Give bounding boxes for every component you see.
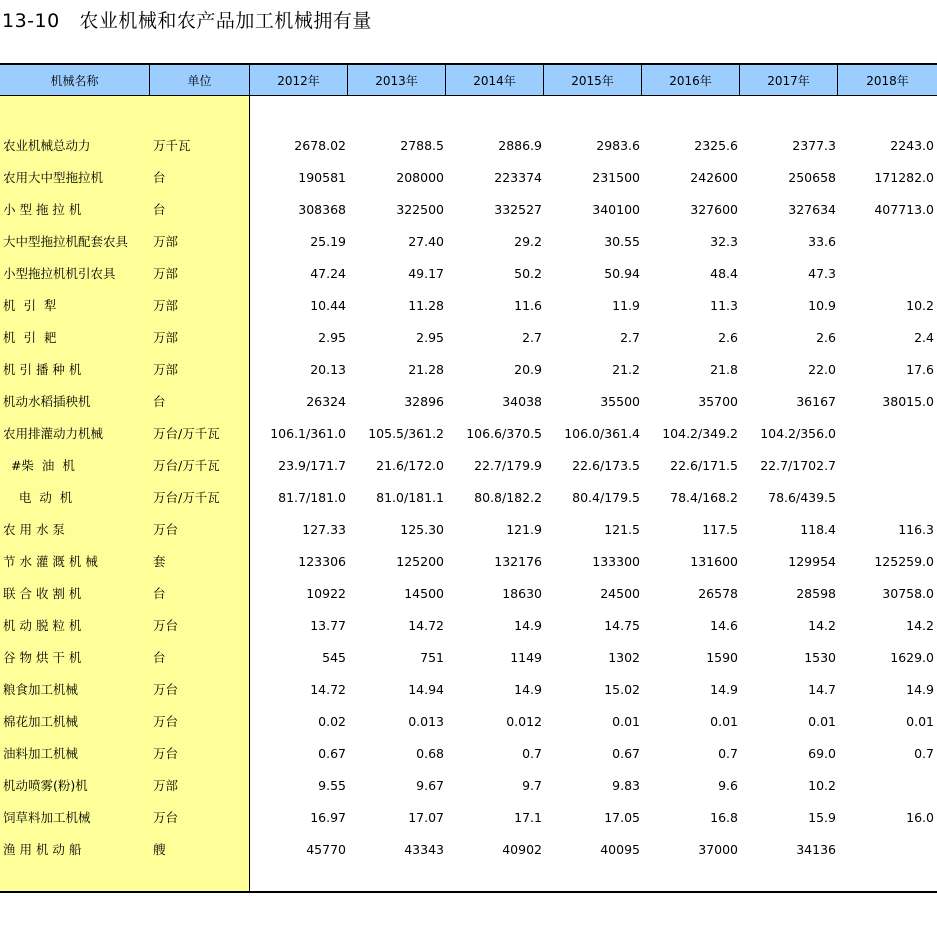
value-cell: 49.17 — [408, 265, 444, 281]
unit-cell: 万部 — [153, 362, 179, 377]
value-cell: 80.4/179.5 — [572, 489, 640, 505]
machine-name-cell: 油料加工机械 — [3, 746, 79, 761]
value-cell: 14.9 — [906, 681, 934, 697]
value-cell: 105.5/361.2 — [368, 425, 444, 441]
machine-name-cell: 小型拖拉机机引农具 — [3, 266, 116, 281]
table-row — [0, 801, 937, 833]
machine-name-cell: 大中型拖拉机配套农具 — [3, 234, 129, 249]
header-unit: 单位 — [150, 65, 250, 95]
unit-cell: 万台 — [153, 682, 179, 697]
header-year: 2018年 — [866, 73, 909, 88]
value-cell: 0.01 — [808, 713, 836, 729]
value-cell: 125200 — [396, 553, 444, 569]
value-cell: 17.1 — [514, 809, 542, 825]
value-cell: 2983.6 — [596, 137, 640, 153]
value-cell: 23.9/171.7 — [278, 457, 346, 473]
value-cell: 407713.0 — [874, 201, 934, 217]
table-body — [0, 96, 937, 893]
header-year: 2014年 — [446, 65, 544, 95]
value-cell: 0.68 — [416, 745, 444, 761]
table-rows — [0, 129, 937, 865]
value-cell: 69.0 — [808, 745, 836, 761]
value-cell: 242600 — [690, 169, 738, 185]
table-row — [0, 129, 937, 161]
value-cell: 48.4 — [710, 265, 738, 281]
value-cell: 127.33 — [302, 521, 346, 537]
table-row — [0, 673, 937, 705]
value-cell: 14.75 — [604, 617, 640, 633]
value-cell: 2788.5 — [400, 137, 444, 153]
table-header — [0, 63, 937, 96]
value-cell: 25.19 — [310, 233, 346, 249]
table-row — [0, 257, 937, 289]
machine-name-cell: #柴 油 机 — [3, 458, 75, 473]
value-cell: 22.0 — [808, 361, 836, 377]
value-cell: 27.40 — [408, 233, 444, 249]
machine-name-cell: 农用大中型拖拉机 — [3, 170, 104, 185]
value-cell: 22.6/171.5 — [670, 457, 738, 473]
value-cell: 33.6 — [808, 233, 836, 249]
value-cell: 30.55 — [604, 233, 640, 249]
value-cell: 132176 — [494, 553, 542, 569]
value-cell: 50.94 — [604, 265, 640, 281]
unit-cell: 艘 — [153, 842, 166, 857]
table-row — [0, 577, 937, 609]
value-cell: 14500 — [404, 585, 444, 601]
value-cell: 1149 — [510, 649, 542, 665]
value-cell: 250658 — [788, 169, 836, 185]
value-cell: 14.72 — [310, 681, 346, 697]
value-cell: 32896 — [404, 393, 444, 409]
value-cell: 14.2 — [906, 617, 934, 633]
unit-cell: 万台/万千瓦 — [153, 426, 220, 441]
value-cell: 40095 — [600, 841, 640, 857]
machine-name-cell: 机 动 脱 粒 机 — [3, 618, 82, 633]
value-cell: 9.6 — [718, 777, 738, 793]
machine-name-cell: 机 引 耙 — [3, 330, 57, 345]
value-cell: 0.7 — [522, 745, 542, 761]
value-cell: 35500 — [600, 393, 640, 409]
value-cell: 0.01 — [612, 713, 640, 729]
unit-cell: 万台 — [153, 746, 179, 761]
value-cell: 30758.0 — [882, 585, 934, 601]
value-cell: 117.5 — [702, 521, 738, 537]
value-cell: 36167 — [796, 393, 836, 409]
value-cell: 10922 — [306, 585, 346, 601]
value-cell: 0.012 — [506, 713, 542, 729]
value-cell: 751 — [420, 649, 444, 665]
machine-name-cell: 棉花加工机械 — [3, 714, 79, 729]
machine-name-cell: 机动水稻插秧机 — [3, 394, 91, 409]
table-row — [0, 193, 937, 225]
value-cell: 129954 — [788, 553, 836, 569]
value-cell: 15.9 — [808, 809, 836, 825]
value-cell: 22.7/179.9 — [474, 457, 542, 473]
unit-cell: 万台 — [153, 618, 179, 633]
value-cell: 104.2/356.0 — [760, 425, 836, 441]
value-cell: 104.2/349.2 — [662, 425, 738, 441]
value-cell: 106.1/361.0 — [270, 425, 346, 441]
value-cell: 2.4 — [914, 329, 934, 345]
table-row — [0, 353, 937, 385]
value-cell: 121.5 — [604, 521, 640, 537]
value-cell: 340100 — [592, 201, 640, 217]
value-cell: 14.2 — [808, 617, 836, 633]
value-cell: 1530 — [804, 649, 836, 665]
value-cell: 2.95 — [416, 329, 444, 345]
value-cell: 11.9 — [612, 297, 640, 313]
value-cell: 123306 — [298, 553, 346, 569]
value-cell: 21.6/172.0 — [376, 457, 444, 473]
value-cell: 16.0 — [906, 809, 934, 825]
value-cell: 9.7 — [522, 777, 542, 793]
header-year: 2017年 — [740, 65, 838, 95]
value-cell: 171282.0 — [874, 169, 934, 185]
value-cell: 1629.0 — [890, 649, 934, 665]
unit-cell: 万部 — [153, 778, 179, 793]
value-cell: 125.30 — [400, 521, 444, 537]
value-cell: 14.7 — [808, 681, 836, 697]
value-cell: 121.9 — [506, 521, 542, 537]
value-cell: 21.2 — [612, 361, 640, 377]
value-cell: 9.55 — [318, 777, 346, 793]
value-cell: 22.6/173.5 — [572, 457, 640, 473]
value-cell: 50.2 — [514, 265, 542, 281]
header-machine-name: 机械名称 — [0, 65, 150, 95]
value-cell: 20.13 — [310, 361, 346, 377]
value-cell: 10.44 — [310, 297, 346, 313]
value-cell: 81.0/181.1 — [376, 489, 444, 505]
value-cell: 10.9 — [808, 297, 836, 313]
value-cell: 308368 — [298, 201, 346, 217]
value-cell: 17.6 — [906, 361, 934, 377]
table-row — [0, 385, 937, 417]
value-cell: 327600 — [690, 201, 738, 217]
machine-name-cell: 电 动 机 — [3, 490, 73, 505]
table-row — [0, 449, 937, 481]
value-cell: 2.7 — [620, 329, 640, 345]
value-cell: 1590 — [706, 649, 738, 665]
value-cell: 38015.0 — [882, 393, 934, 409]
value-cell: 2.7 — [522, 329, 542, 345]
value-cell: 17.07 — [408, 809, 444, 825]
value-cell: 45770 — [306, 841, 346, 857]
unit-cell: 万台 — [153, 810, 179, 825]
value-cell: 24500 — [600, 585, 640, 601]
unit-cell: 万部 — [153, 330, 179, 345]
unit-cell: 台 — [153, 170, 166, 185]
value-cell: 133300 — [592, 553, 640, 569]
unit-cell: 台 — [153, 586, 166, 601]
unit-cell: 万台/万千瓦 — [153, 490, 220, 505]
value-cell: 14.9 — [514, 617, 542, 633]
value-cell: 34136 — [796, 841, 836, 857]
machine-name-cell: 节 水 灌 溉 机 械 — [3, 554, 98, 569]
value-cell: 131600 — [690, 553, 738, 569]
machine-name-cell: 渔 用 机 动 船 — [3, 842, 82, 857]
value-cell: 2.6 — [816, 329, 836, 345]
value-cell: 22.7/1702.7 — [760, 457, 836, 473]
machine-name-cell: 饲草料加工机械 — [3, 810, 91, 825]
header-year: 2015年 — [544, 65, 642, 95]
value-cell: 29.2 — [514, 233, 542, 249]
value-cell: 2678.02 — [294, 137, 346, 153]
machine-name-cell: 农业机械总动力 — [3, 138, 91, 153]
value-cell: 2.6 — [718, 329, 738, 345]
unit-cell: 万台 — [153, 522, 179, 537]
unit-cell: 台 — [153, 202, 166, 217]
table-row — [0, 161, 937, 193]
value-cell: 2886.9 — [498, 137, 542, 153]
value-cell: 545 — [322, 649, 346, 665]
machine-name-cell: 机 引 犁 — [3, 298, 57, 313]
value-cell: 208000 — [396, 169, 444, 185]
value-cell: 43343 — [404, 841, 444, 857]
table-row — [0, 225, 937, 257]
unit-cell: 万部 — [153, 298, 179, 313]
table-row — [0, 417, 937, 449]
value-cell: 11.6 — [514, 297, 542, 313]
value-cell: 118.4 — [800, 521, 836, 537]
value-cell: 322500 — [396, 201, 444, 217]
value-cell: 116.3 — [898, 521, 934, 537]
value-cell: 80.8/182.2 — [474, 489, 542, 505]
value-cell: 0.67 — [318, 745, 346, 761]
value-cell: 190581 — [298, 169, 346, 185]
value-cell: 47.3 — [808, 265, 836, 281]
unit-cell: 台 — [153, 650, 166, 665]
table-row — [0, 737, 937, 769]
machinery-table — [0, 63, 937, 893]
value-cell: 0.7 — [718, 745, 738, 761]
table-row — [0, 705, 937, 737]
value-cell: 13.77 — [310, 617, 346, 633]
machine-name-cell: 农 用 水 泵 — [3, 522, 65, 537]
value-cell: 16.97 — [310, 809, 346, 825]
value-cell: 78.4/168.2 — [670, 489, 738, 505]
value-cell: 332527 — [494, 201, 542, 217]
machine-name-cell: 机 引 播 种 机 — [3, 362, 82, 377]
value-cell: 15.02 — [604, 681, 640, 697]
value-cell: 14.94 — [408, 681, 444, 697]
value-cell: 21.28 — [408, 361, 444, 377]
header-year: 2016年 — [642, 65, 740, 95]
value-cell: 125259.0 — [874, 553, 934, 569]
value-cell: 26578 — [698, 585, 738, 601]
value-cell: 11.28 — [408, 297, 444, 313]
value-cell: 34038 — [502, 393, 542, 409]
table-row — [0, 289, 937, 321]
unit-cell: 万千瓦 — [153, 138, 191, 153]
value-cell: 10.2 — [906, 297, 934, 313]
value-cell: 106.6/370.5 — [466, 425, 542, 441]
value-cell: 26324 — [306, 393, 346, 409]
table-row — [0, 641, 937, 673]
table-row — [0, 545, 937, 577]
value-cell: 18630 — [502, 585, 542, 601]
machine-name-cell: 联 合 收 割 机 — [3, 586, 82, 601]
unit-cell: 万部 — [153, 266, 179, 281]
machine-name-cell: 机动喷雾(粉)机 — [3, 778, 88, 793]
value-cell: 78.6/439.5 — [768, 489, 836, 505]
machine-name-cell: 农用排灌动力机械 — [3, 426, 104, 441]
machine-name-cell: 谷 物 烘 干 机 — [3, 650, 82, 665]
value-cell: 32.3 — [710, 233, 738, 249]
value-cell: 106.0/361.4 — [564, 425, 640, 441]
unit-cell: 万台 — [153, 714, 179, 729]
header-year: 2013年 — [348, 65, 446, 95]
value-cell: 0.67 — [612, 745, 640, 761]
value-cell: 20.9 — [514, 361, 542, 377]
value-cell: 14.6 — [710, 617, 738, 633]
table-row — [0, 481, 937, 513]
value-cell: 16.8 — [710, 809, 738, 825]
unit-cell: 台 — [153, 394, 166, 409]
value-cell: 14.9 — [514, 681, 542, 697]
table-row — [0, 321, 937, 353]
value-cell: 223374 — [494, 169, 542, 185]
value-cell: 11.3 — [710, 297, 738, 313]
table-row — [0, 769, 937, 801]
value-cell: 17.05 — [604, 809, 640, 825]
value-cell: 231500 — [592, 169, 640, 185]
value-cell: 1302 — [608, 649, 640, 665]
value-cell: 0.013 — [408, 713, 444, 729]
value-cell: 2243.0 — [890, 137, 934, 153]
table-row — [0, 609, 937, 641]
unit-cell: 套 — [153, 554, 166, 569]
value-cell: 10.2 — [808, 777, 836, 793]
table-row — [0, 513, 937, 545]
value-cell: 35700 — [698, 393, 738, 409]
value-cell: 81.7/181.0 — [278, 489, 346, 505]
unit-cell: 万台/万千瓦 — [153, 458, 220, 473]
unit-cell: 万部 — [153, 234, 179, 249]
value-cell: 2.95 — [318, 329, 346, 345]
value-cell: 9.83 — [612, 777, 640, 793]
value-cell: 2377.3 — [792, 137, 836, 153]
machine-name-cell: 小 型 拖 拉 机 — [3, 202, 82, 217]
value-cell: 0.7 — [914, 745, 934, 761]
value-cell: 37000 — [698, 841, 738, 857]
table-row — [0, 833, 937, 865]
value-cell: 2325.6 — [694, 137, 738, 153]
value-cell: 0.01 — [710, 713, 738, 729]
value-cell: 9.67 — [416, 777, 444, 793]
value-cell: 21.8 — [710, 361, 738, 377]
value-cell: 327634 — [788, 201, 836, 217]
value-cell: 0.01 — [906, 713, 934, 729]
machine-name-cell: 粮食加工机械 — [3, 682, 79, 697]
value-cell: 47.24 — [310, 265, 346, 281]
header-year: 2012年 — [250, 65, 348, 95]
value-cell: 0.02 — [318, 713, 346, 729]
value-cell: 40902 — [502, 841, 542, 857]
value-cell: 28598 — [796, 585, 836, 601]
value-cell: 14.72 — [408, 617, 444, 633]
page-title: 13-10 农业机械和农产品加工机械拥有量 — [2, 10, 372, 32]
value-cell: 14.9 — [710, 681, 738, 697]
